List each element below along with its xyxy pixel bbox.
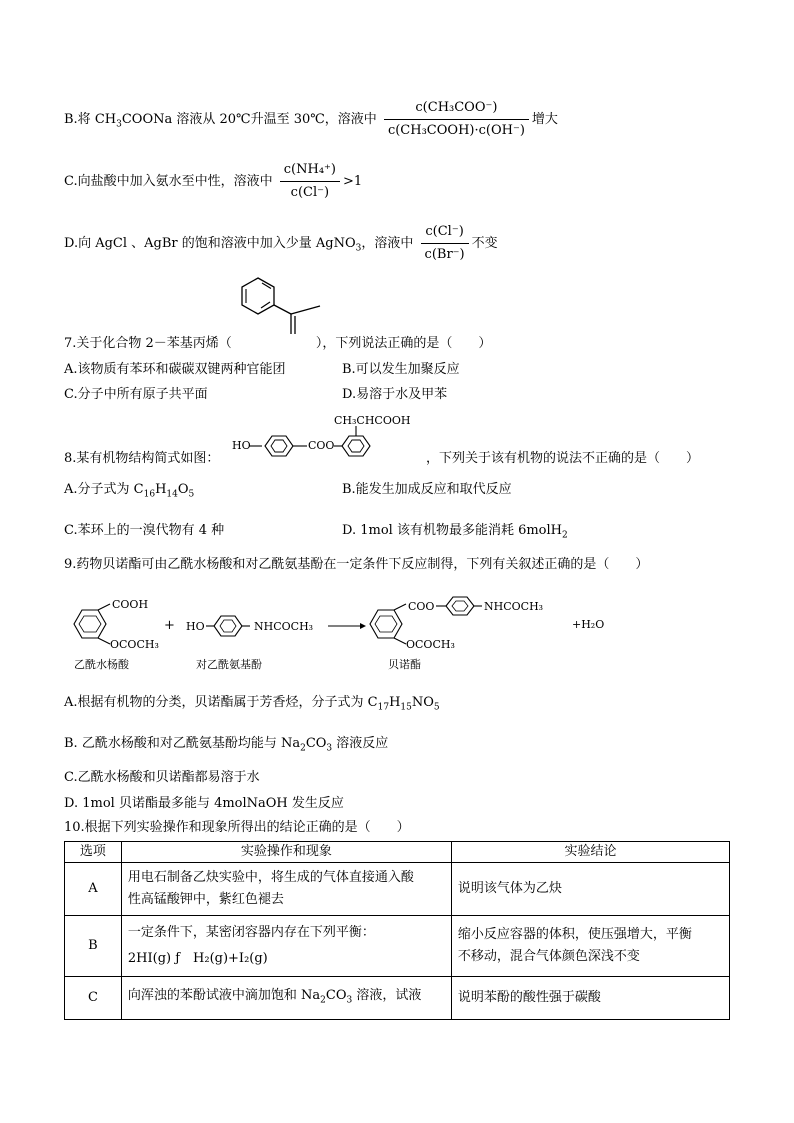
q7-stem: 7.关于化合物 2－苯基丙烯（ ），下列说法正确的是（ ） [64, 336, 492, 351]
q7-option-d: D.易溶于水及甲苯 [342, 387, 448, 402]
table-header: 实验操作和现象 [121, 842, 451, 863]
q8-stem-post: ，下列关于该有机物的说法不正确的是（ ） [426, 451, 700, 466]
fraction: $\frac{c(Cl^-)}{c(Br^-)}$ [421, 222, 469, 265]
q9-option-d: D. 1mol 贝诺酯最多能与 4molNaOH 发生反应 [64, 796, 344, 811]
2-phenylpropene-structure [236, 272, 332, 336]
q6-option-c: C.向盐酸中加入氨水至中性，溶液中 $\frac{\text{c(NH₄⁺)}}{c(Cl^-)}$ >1 [64, 160, 362, 203]
table-row [65, 977, 730, 1020]
operation-cell: 向浑浊的苯酚试液中滴加饱和 $Na_2CO_3$ 溶液，试液 [121, 977, 451, 1020]
option-cell: B [65, 916, 122, 977]
q9-option-b: B. 乙酰水杨酸和对乙酰氨基酚均能与 $Na_2CO_3$ 溶液反应 [64, 736, 389, 754]
q9-option-a: A.根据有机物的分类，贝诺酯属于芳香烃，分子式为 $C_{17}H_{15}NO_5$ [64, 695, 440, 713]
q10-stem: 10.根据下列实验操作和现象所得出的结论正确的是（ ） [64, 820, 410, 835]
experiment-table [64, 841, 730, 1020]
q9-stem: 9.药物贝诺酯可由乙酰水杨酸和对乙酰氨基酚在一定条件下反应制得，下列有关叙述正确的是（ ） [64, 557, 649, 572]
conclusion-cell: 说明苯酚的酸性强于碳酸 [451, 977, 729, 1020]
q7-option-b: B.可以发生加聚反应 [342, 362, 460, 377]
table-row [65, 916, 730, 977]
option-cell: C [65, 977, 122, 1020]
q8-option-b: B.能发生加成反应和取代反应 [342, 482, 512, 497]
conclusion-cell: 缩小反应容器的体积，使压强增大，平衡 不移动，混合气体颜色深浅不变 [451, 916, 729, 977]
q9-option-c: C.乙酰水杨酸和贝诺酯都易溶于水 [64, 770, 260, 785]
q8-structure: CH₃CHCOOH HO COO [232, 414, 422, 468]
q8-option-c: C.苯环上的一溴代物有 4 种 [64, 523, 225, 538]
fraction: $\frac{\text{c(NH₄⁺)}}{c(Cl^-)}$ [280, 160, 340, 203]
q9-reaction-scheme: COOH OCOCH₃ + HO NHCOCH₃ COO NHCOCH₃ OCOCH₃ +H₂O 乙酰水杨酸 对乙酰氨基酚 贝诺酯 [74, 598, 605, 671]
operation-cell: 用电石制备乙炔实验中，将生成的气体直接通入酸 性高锰酸钾中，紫红色褪去 [121, 863, 451, 916]
q8-option-d: D. 1mol 该有机物最多能消耗 6molH$_2$ [342, 523, 568, 541]
table-header: 实验结论 [451, 842, 729, 863]
q7-option-a: A.该物质有苯环和碳碳双键两种官能团 [64, 362, 286, 377]
table-header: 选项 [65, 842, 122, 863]
q6-option-d: D.向 AgCl 、AgBr 的饱和溶液中加入少量 AgNO$_3$，溶液中 $\frac{c(Cl^-)}{c(Br^-)}$ 不变 [64, 222, 498, 269]
table-row [65, 863, 730, 916]
q7-option-c: C.分子中所有原子共平面 [64, 387, 208, 402]
q6-option-b: B.将 $CH_3COONa$ 溶液从 20℃升温至 30℃，溶液中 $\frac{\text{c(CH₃COO⁻)}}{\text{c(CH₃COOH)·c(OH⁻)}}$ 增大 [64, 98, 558, 145]
operation-cell: 一定条件下，某密闭容器内存在下列平衡： 2HI(g) ƒ H₂(g)+I₂(g) [121, 916, 451, 977]
q8-stem-pre: 8.某有机物结构简式如图： [64, 451, 220, 466]
option-cell: A [65, 863, 122, 916]
q8-option-a: A.分子式为 $C_{16}H_{14}O_5$ [64, 482, 195, 500]
fraction: $\frac{\text{c(CH₃COO⁻)}}{\text{c(CH₃COOH)·c(OH⁻)}}$ [384, 98, 529, 141]
table-header-row [65, 842, 730, 863]
conclusion-cell: 说明该气体为乙炔 [451, 863, 729, 916]
